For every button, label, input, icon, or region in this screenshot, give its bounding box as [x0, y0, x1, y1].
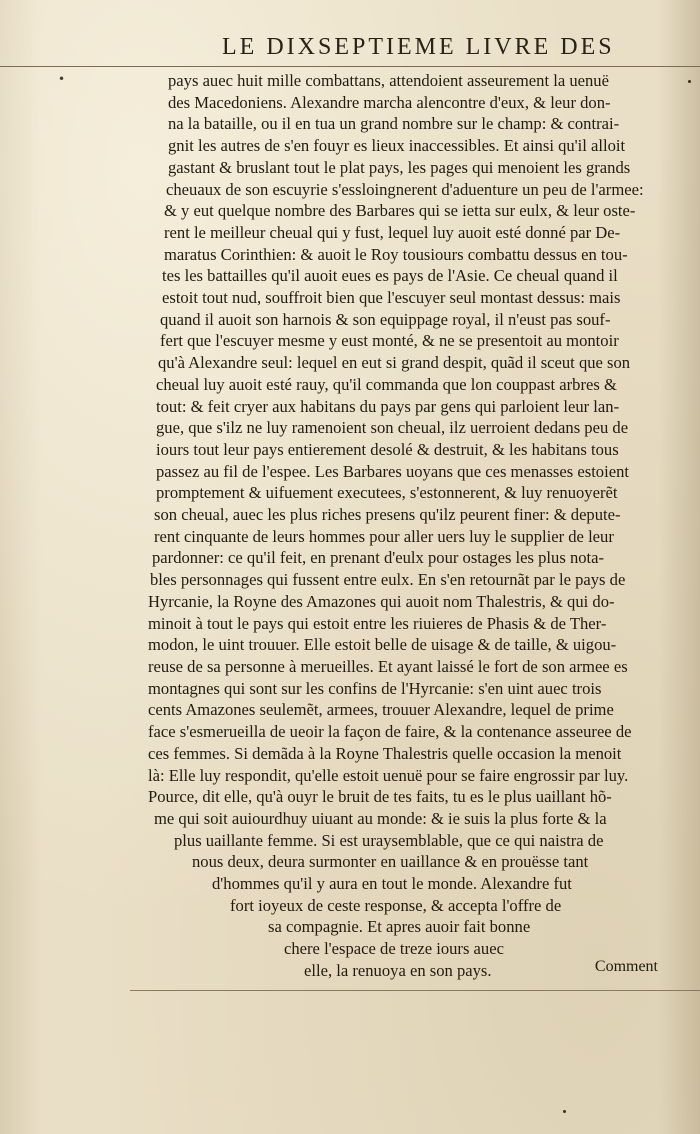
text-line: na la bataille, ou il en tua un grand nombre sur le champ: & contrai- [168, 114, 620, 134]
text-line: nous deux, deura surmonter en uaillance & en prouësse tant [192, 852, 589, 872]
text-line: cents Amazones seulemẽt, armees, trouuer Alexandre, lequel de prime [148, 700, 614, 720]
margin-mark: • [58, 72, 66, 86]
text-line: estoit tout nud, souffroit bien que l'escuyer seul montast dessus: mais [162, 288, 621, 308]
text-line: reuse de sa personne à merueilles. Et ayant laissé le fort de son armee es [148, 656, 628, 676]
text-line: là: Elle luy respondit, qu'elle estoit uenuë pour se faire engrossir par luy. [148, 765, 629, 785]
text-line: minoit à tout le pays qui estoit entre les riuieres de Phasis & de Ther- [148, 613, 607, 633]
text-line: & y eut quelque nombre des Barbares qui se ietta sur eulx, & leur oste- [164, 201, 636, 221]
text-line: gastant & bruslant tout le plat pays, les pages qui menoient les grands [168, 157, 631, 177]
text-line: pays auec huit mille combattans, attendoient asseurement la uenuë [168, 71, 609, 90]
text-line: fort ioyeux de ceste response, & accepta l'offre de [230, 895, 562, 915]
text-line: son cheual, auec les plus riches presens qu'ilz peurent finer: & depute- [154, 505, 621, 525]
text-line: bles personnages qui fussent entre eulx. En s'en retournãt par le pays de [150, 570, 626, 590]
text-line: qu'à Alexandre seul: lequel en eut si grand despit, quãd il sceut que son [158, 353, 631, 373]
text-line: rent cinquante de leurs hommes pour aller uers luy le supplier de leur [154, 526, 614, 546]
text-line: passez au fil de l'espee. Les Barbares uoyans que ces menasses estoient [156, 461, 629, 481]
text-line: promptement & uifuement executees, s'estonnerent, & luy renuoyerẽt [156, 483, 618, 503]
text-line: gnit les autres de s'en fouyr es lieux inaccessibles. Et ainsi qu'il alloit [168, 136, 626, 156]
text-line: fert que l'escuyer mesme y eust monté, & ne se presentoit au montoir [160, 331, 619, 351]
text-line: maratus Corinthien: & auoit le Roy tousiours combattu dessus en tou- [164, 244, 628, 264]
text-line: ces femmes. Si demãda à la Royne Thalestris quelle occasion la menoit [148, 743, 622, 763]
text-line: tes les battailles qu'il auoit eues es pays de l'Asie. Ce cheual quand il [162, 266, 618, 286]
text-line: face s'esmerueilla de ueoir la façon de faire, & la contenance asseuree de [148, 722, 632, 742]
header-rule [0, 66, 700, 67]
text-line: plus uaillante femme. Si est uraysemblable, que ce qui naistra de [174, 830, 604, 850]
text-line: tout: & feit cryer aux habitans du pays par gens qui parloient leur lan- [156, 396, 620, 416]
text-line: montagnes qui sont sur les confins de l'Hyrcanie: s'en uint auec trois [148, 678, 602, 698]
catchword: Comment [594, 958, 658, 975]
text-line: me qui soit auiourdhuy uiuant au monde: & ie suis la plus forte & la [154, 808, 607, 828]
running-title: LE DIXSEPTIEME LIVRE DES [222, 34, 615, 60]
text-line: pardonner: ce qu'il feit, en prenant d'eulx pour ostages les plus nota- [152, 548, 605, 568]
text-line: cheual luy auoit esté rauy, qu'il commanda que lon couppast arbres & [156, 374, 617, 394]
text-line: Hyrcanie, la Royne des Amazones qui auoit nom Thalestris, & qui do- [148, 591, 615, 611]
text-line: modon, le uint trouuer. Elle estoit belle de uisage & de taille, & uigou- [148, 635, 617, 655]
text-line: d'hommes qu'il y aura en tout le monde. Alexandre fut [212, 874, 572, 894]
text-line: iours tout leur pays entierement desolé & destruit, & les habitans tous [156, 439, 619, 459]
paper-speck [688, 80, 691, 83]
text-line: Pource, dit elle, qu'à ouyr le bruit de tes faits, tu es le plus uaillant hõ- [148, 787, 612, 807]
text-line: rent le meilleur cheual qui y fust, lequel luy auoit esté donné par De- [164, 222, 621, 242]
bottom-rule [130, 990, 700, 991]
paper-speck [563, 1110, 566, 1113]
text-line: sa compagnie. Et apres auoir fait bonne [268, 917, 531, 937]
text-line: des Macedoniens. Alexandre marcha alencontre d'eux, & leur don- [168, 92, 611, 112]
text-line: cheuaux de son escuyrie s'essloingnerent d'aduenture un peu de l'armee: [166, 179, 644, 199]
text-line: gue, que s'ilz ne luy ramenoient son cheual, ilz uerroient dedans peu de [156, 418, 629, 438]
text-line: chere l'espace de treze iours auec [284, 939, 504, 959]
text-line: quand il auoit son harnois & son equippage royal, il n'eust pas souf- [160, 309, 611, 329]
body-text [140, 70, 660, 982]
text-line: elle, la renuoya en son pays. [304, 960, 492, 980]
